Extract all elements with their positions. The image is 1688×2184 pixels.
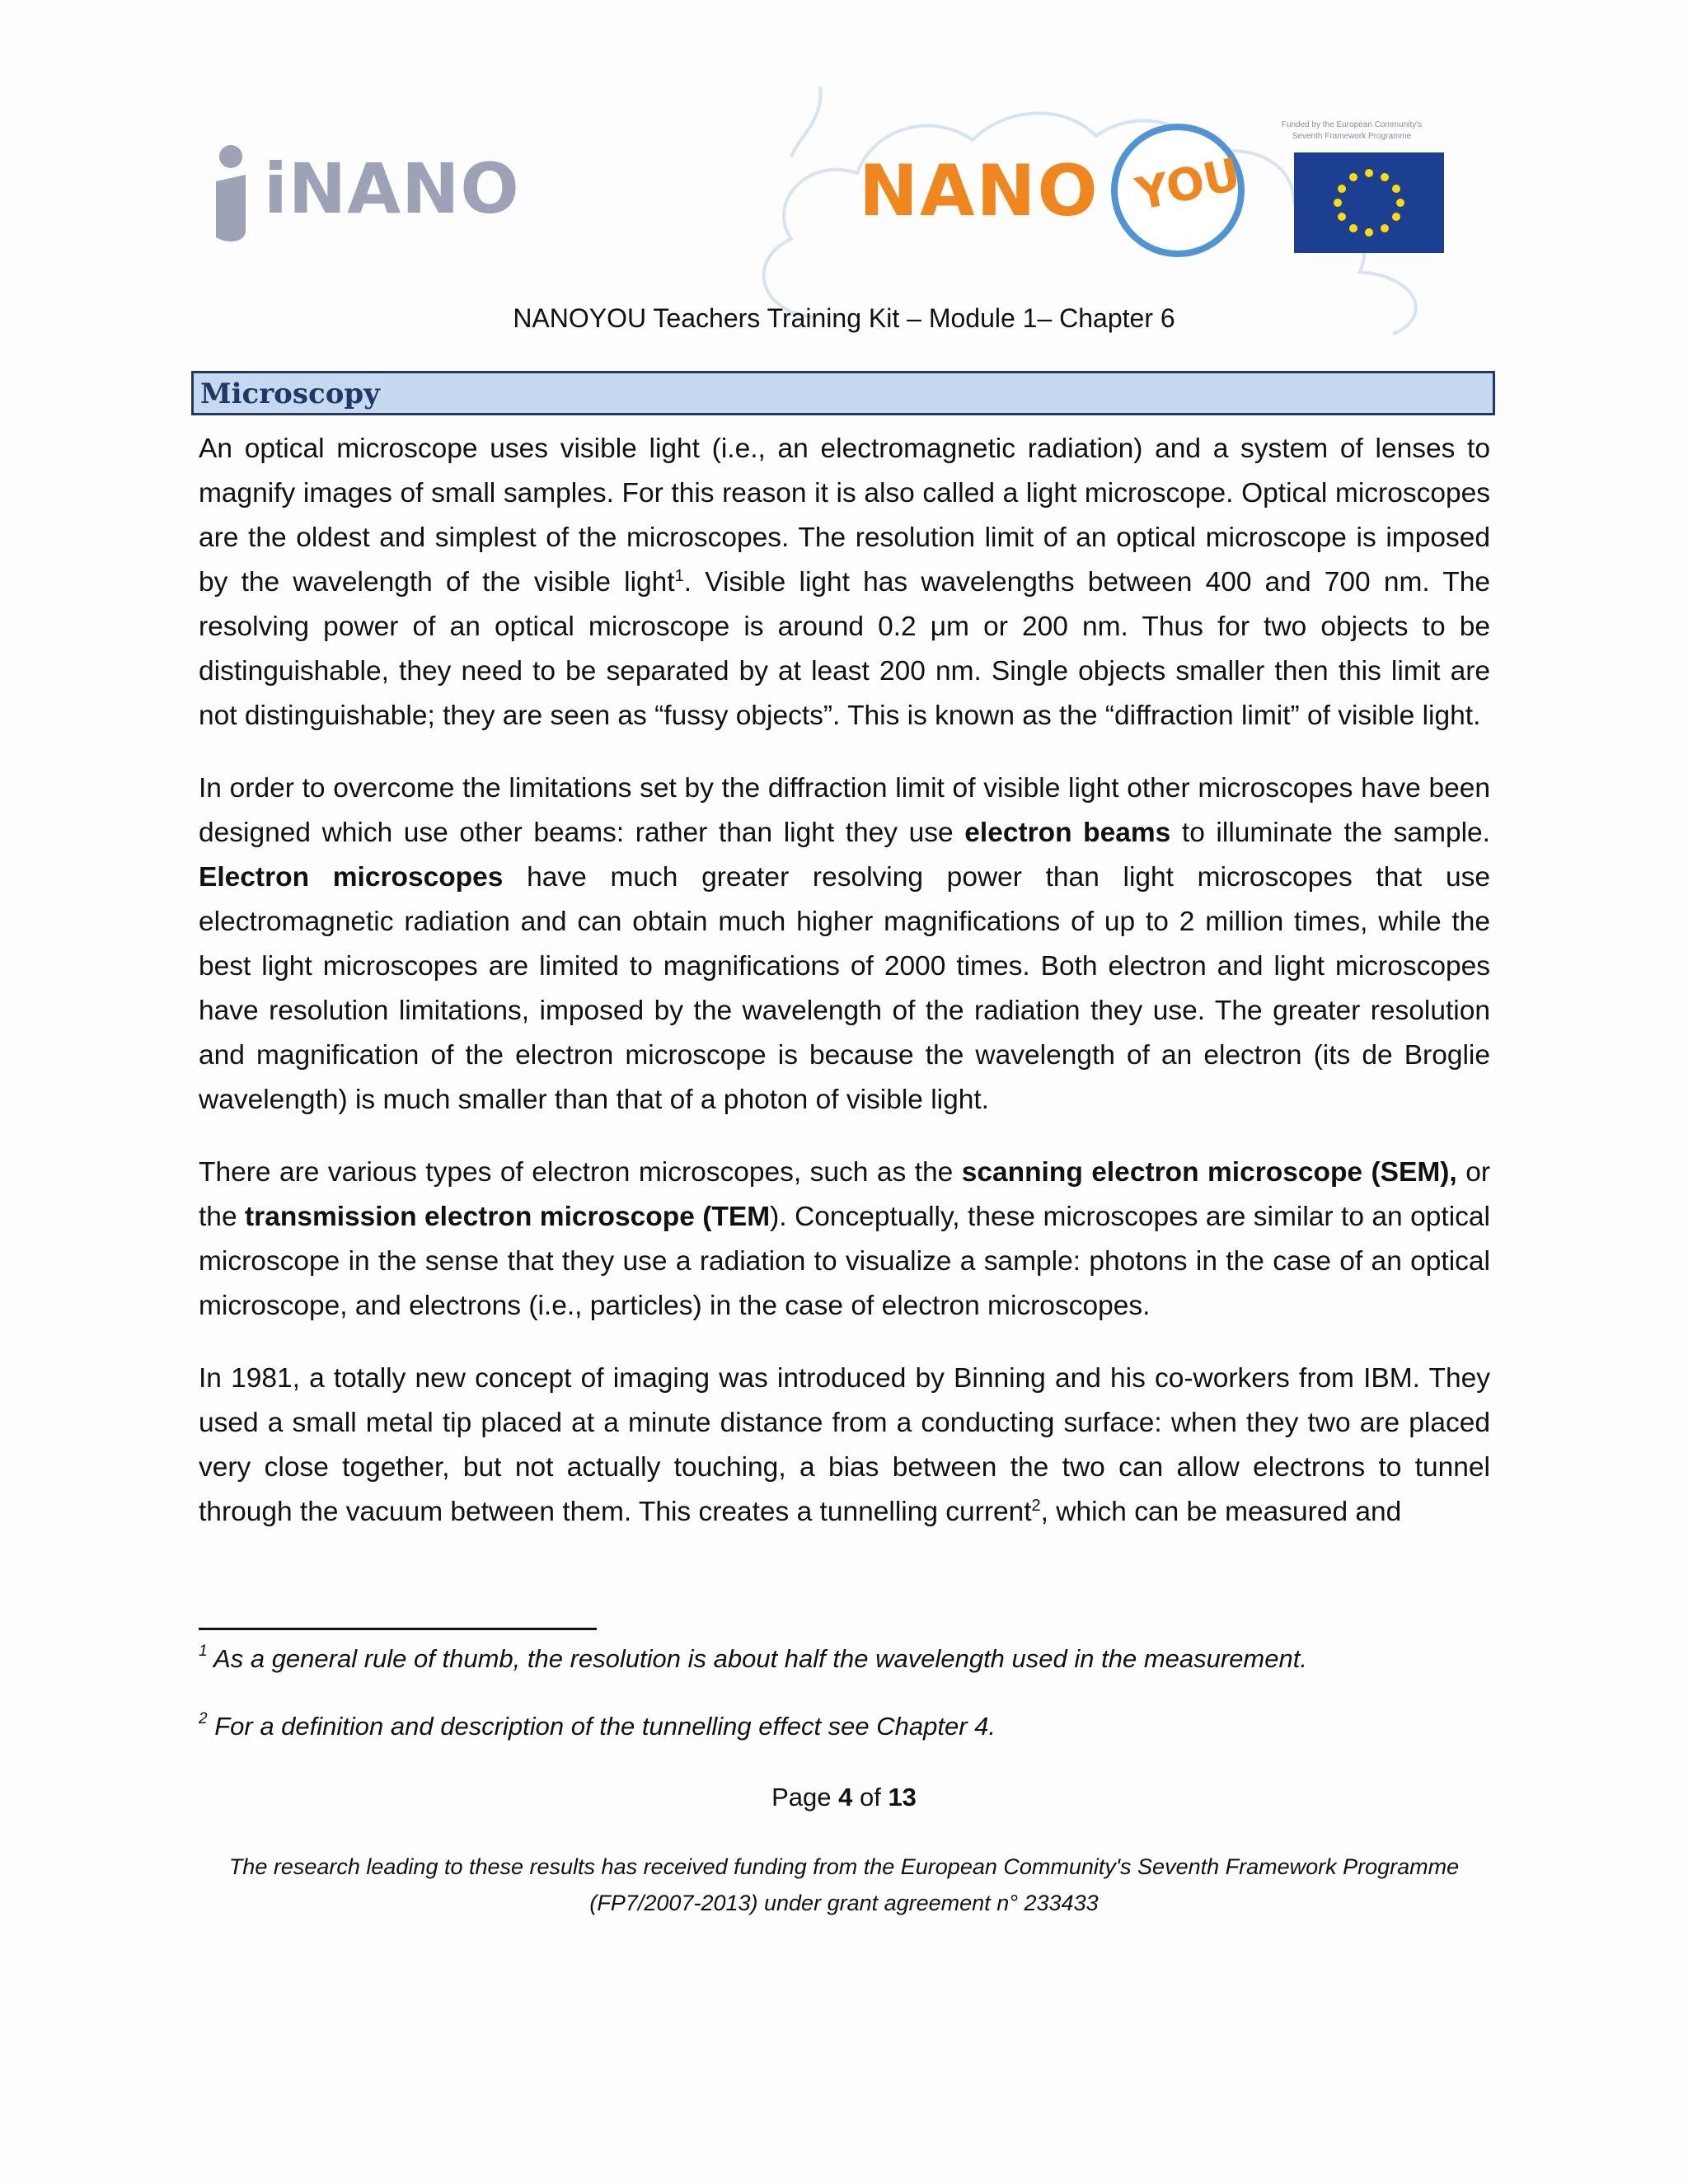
inano-logo-text: iNANO xyxy=(264,148,520,229)
section-heading-box xyxy=(191,371,1495,415)
document-header: NANOYOU Teachers Training Kit – Module 1– Chapter 6 xyxy=(513,303,1175,333)
footnote-1: $^1$ As a general rule of thumb, the resolution is about half the wavelength used in the measurement. xyxy=(199,1643,1307,1673)
nanoyou-logo-badge xyxy=(1111,124,1245,257)
eu-caption-line2: Seventh Framework Programme xyxy=(1292,132,1412,141)
body-text xyxy=(199,427,1490,1563)
footnote-ref-1[interactable]: 1 xyxy=(674,567,684,585)
paragraph-4: In 1981, a totally new concept of imaging was introduced by Binning and his co-workers from IBM. They used a small metal tip placed at a minute distance from a conducting surface: when they two are placed very close together, but not actually touching, a bias between the two can allow electrons to tunnel through the vacuum between them. This creates a tunnelling current$^2$, which can be measured and xyxy=(199,1363,1490,1527)
nanoyou-logo-you: YOU xyxy=(1131,148,1245,221)
footnote-2: $^2$ For a definition and description of the tunnelling effect see Chapter 4. xyxy=(199,1710,996,1741)
eu-caption-line1: Funded by the European Community's xyxy=(1281,120,1423,129)
eu-funding-caption xyxy=(1253,120,1451,143)
paragraph-3: There are various types of electron microscopes, such as the scanning electron microscope (SEM), or the transmission electron microscope (TEM). Conceptually, these microscopes are similar to an optical microscope in the sense that they use a radiation to visualize a sample: photons in the case of an optical microscope, and electrons (i.e., particles) in the case of electron microscopes. xyxy=(199,1157,1490,1321)
footnote-ref-2[interactable]: 2 xyxy=(1031,1497,1041,1515)
page-number: Page 4 of 13 xyxy=(771,1783,917,1811)
funding-acknowledgement: The research leading to these results has received funding from the European Community's Seventh Framework Programme (FP7/2007-2013) under grant agreement n° 233433 xyxy=(228,1854,1460,1915)
section-title: Microscopy xyxy=(200,377,380,410)
inano-logo xyxy=(198,140,520,247)
paragraph-1: An optical microscope uses visible light (i.e., an electromagnetic radiation) and a system of lenses to magnify images of small samples. For this reason it is also called a light microscope. Optical microscopes are the oldest and simplest of the microscopes. The resolution limit of an optical microscope is imposed by the wavelength of the visible light$^1$. Visible light has wavelengths between 400 and 700 nm. The resolving power of an optical microscope is around 0.2 μm or 200 nm. Thus for two objects to be distinguishable, they need to be separated by at least 200 nm. Single objects smaller then this limit are not distinguishable; they are seen as “fussy objects”. This is known as the “diffraction limit” of visible light. xyxy=(199,434,1490,731)
paragraph-2: In order to overcome the limitations set by the diffraction limit of visible light other microscopes have been designed which use other beams: rather than light they use electron beams to illuminate the sample. Electron microscopes have much greater resolving power than light microscopes that use electromagnetic radiation and can obtain much higher magnifications of up to 2 million times, while the best light microscopes are limited to magnifications of 2000 times. Both electron and light microscopes have resolution limitations, imposed by the wavelength of the radiation they use. The greater resolution and magnification of the electron microscope is because the wavelength of an electron (its de Broglie wavelength) is much smaller than that of a photon of visible light. xyxy=(199,773,1490,1115)
footnote-separator xyxy=(199,1628,597,1630)
eu-flag-icon xyxy=(1294,152,1444,253)
nanoyou-logo-nano: NANO xyxy=(859,150,1100,232)
inano-i-icon xyxy=(198,140,264,247)
